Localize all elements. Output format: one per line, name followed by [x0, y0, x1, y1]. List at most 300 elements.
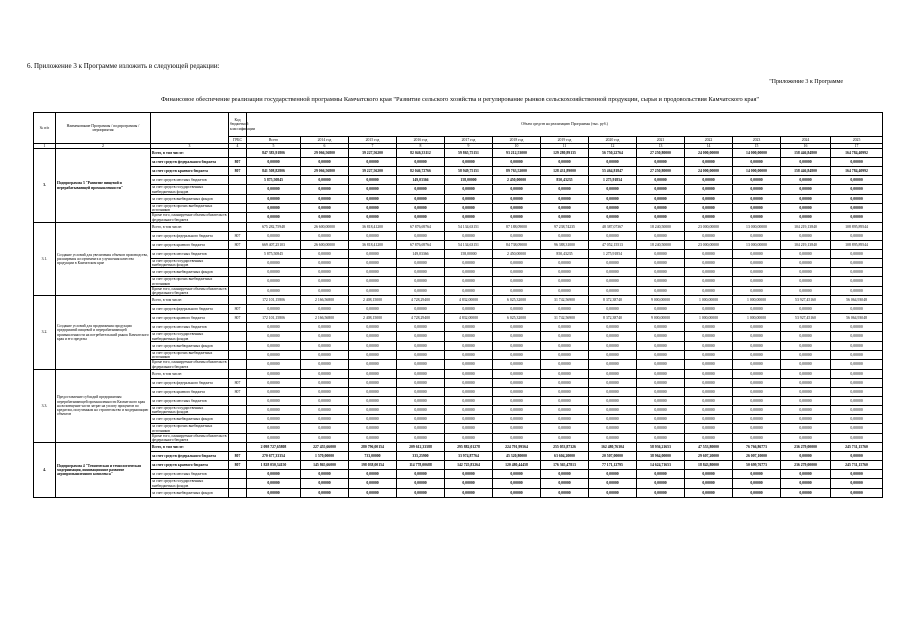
- amount-cell: 0,00000: [445, 268, 493, 277]
- amount-cell: 26 600,00000: [301, 240, 349, 249]
- amount-cell: 0,00000: [831, 405, 883, 415]
- amount-cell: 0,00000: [685, 415, 733, 424]
- header-index-cell: 3: [151, 144, 229, 149]
- amount-cell: 0,00000: [349, 415, 397, 424]
- amount-cell: 0,00000: [831, 305, 883, 314]
- amount-cell: 0,00000: [781, 185, 831, 195]
- funding-source-label: за счет средств внебюджетных фондов: [151, 268, 229, 277]
- amount-cell: 67 876,69764: [397, 222, 445, 231]
- amount-cell: 56 064,93048: [831, 314, 883, 323]
- funding-source-label: за счет средств государственных внебюджетных фондов: [151, 185, 229, 195]
- amount-cell: 0,00000: [781, 203, 831, 213]
- amount-cell: 6 025,32000: [493, 296, 541, 305]
- amount-cell: 0,00000: [541, 360, 589, 370]
- grbs-code: [229, 249, 247, 258]
- amount-cell: 55 464,81847: [589, 167, 637, 176]
- amount-cell: 0,00000: [493, 360, 541, 370]
- amount-cell: 0,00000: [301, 387, 349, 396]
- amount-cell: 104 219,13840: [781, 222, 831, 231]
- amount-cell: 0,00000: [685, 268, 733, 277]
- amount-cell: 0,00000: [349, 378, 397, 387]
- amount-cell: 0,00000: [541, 415, 589, 424]
- amount-cell: 0,00000: [589, 341, 637, 350]
- amount-cell: 67 876,69764: [397, 240, 445, 249]
- amount-cell: 0,00000: [685, 185, 733, 195]
- amount-cell: 0,00000: [349, 185, 397, 195]
- table-row: [34, 167, 883, 176]
- amount-cell: 0,00000: [541, 396, 589, 405]
- amount-cell: 33 974,87764: [445, 452, 493, 461]
- grbs-code: [229, 268, 247, 277]
- table-row: [34, 415, 883, 424]
- table-row: [34, 443, 883, 452]
- amount-cell: 0,00000: [781, 452, 831, 461]
- amount-cell: 0,00000: [685, 479, 733, 489]
- amount-cell: 0,00000: [733, 479, 781, 489]
- amount-cell: 0,00000: [781, 194, 831, 203]
- amount-cell: 0,00000: [493, 268, 541, 277]
- amount-cell: 0,00000: [301, 286, 349, 296]
- amount-cell: 0,00000: [831, 213, 883, 223]
- table-row: [34, 286, 883, 296]
- grbs-code: [229, 405, 247, 415]
- amount-cell: 0,00000: [493, 258, 541, 268]
- funding-source-label: за счет средств краевого бюджета: [151, 240, 229, 249]
- amount-cell: 0,00000: [733, 387, 781, 396]
- amount-cell: 6 025,32000: [493, 314, 541, 323]
- table-row: [34, 194, 883, 203]
- amount-cell: 0,00000: [831, 341, 883, 350]
- amount-cell: 172 101,15806: [247, 296, 301, 305]
- amount-cell: 31 742,56900: [541, 314, 589, 323]
- amount-cell: 0,00000: [831, 185, 883, 195]
- amount-cell: 31 742,56900: [541, 296, 589, 305]
- amount-cell: 47 052,15513: [589, 240, 637, 249]
- header-index-cell: 8: [397, 144, 445, 149]
- header-index-cell: 5: [247, 144, 301, 149]
- amount-cell: 0,00000: [733, 405, 781, 415]
- amount-cell: 0,00000: [247, 433, 301, 443]
- grbs-code: 807: [229, 387, 247, 396]
- amount-cell: 0,00000: [349, 213, 397, 223]
- amount-cell: 0,00000: [541, 277, 589, 287]
- amount-cell: 0,00000: [831, 396, 883, 405]
- amount-cell: 0,00000: [493, 405, 541, 415]
- amount-cell: 23 000,00000: [685, 240, 733, 249]
- amount-cell: 48 387,07367: [589, 222, 637, 231]
- header-year: 2022: [685, 137, 733, 144]
- amount-cell: 0,00000: [445, 470, 493, 479]
- amount-cell: 0,00000: [301, 424, 349, 434]
- amount-cell: 0,00000: [301, 158, 349, 167]
- amount-cell: 0,00000: [781, 387, 831, 396]
- amount-cell: 0,00000: [247, 350, 301, 360]
- header-index-cell: 6: [301, 144, 349, 149]
- amount-cell: 0,00000: [733, 396, 781, 405]
- amount-cell: 1 275,91854: [589, 249, 637, 258]
- amount-cell: 0,00000: [685, 332, 733, 342]
- amount-cell: 0,00000: [637, 176, 685, 185]
- amount-cell: 0,00000: [733, 323, 781, 332]
- amount-cell: 0,00000: [685, 488, 733, 497]
- amount-cell: 850,43235: [541, 176, 589, 185]
- header-empty: [151, 113, 229, 144]
- amount-cell: 0,00000: [541, 350, 589, 360]
- amount-cell: 0,00000: [397, 258, 445, 268]
- amount-cell: 0,00000: [397, 194, 445, 203]
- amount-cell: 0,00000: [637, 194, 685, 203]
- amount-cell: 0,00000: [685, 277, 733, 287]
- amount-cell: 0,00000: [781, 332, 831, 342]
- amount-cell: 0,00000: [733, 305, 781, 314]
- amount-cell: 0,00000: [493, 286, 541, 296]
- amount-cell: 0,00000: [301, 203, 349, 213]
- amount-cell: 0,00000: [301, 341, 349, 350]
- amount-cell: 176 365,47813: [541, 461, 589, 470]
- amount-cell: 1 000,00000: [685, 296, 733, 305]
- amount-cell: 0,00000: [831, 158, 883, 167]
- amount-cell: 0,00000: [493, 185, 541, 195]
- amount-cell: 26 007,10000: [733, 452, 781, 461]
- amount-cell: 0,00000: [831, 387, 883, 396]
- grbs-code: 807: [229, 240, 247, 249]
- amount-cell: 0,00000: [445, 258, 493, 268]
- funding-source-label: за счет средств внебюджетных фондов: [151, 194, 229, 203]
- amount-cell: 0,00000: [445, 203, 493, 213]
- table-row: [34, 149, 883, 158]
- amount-cell: 0,00000: [637, 350, 685, 360]
- header-year: 2024: [781, 137, 831, 144]
- amount-cell: 0,00000: [637, 479, 685, 489]
- amount-cell: 0,00000: [541, 231, 589, 240]
- amount-cell: 29 066,56800: [301, 167, 349, 176]
- funding-source-label: за счет средств прочих внебюджетных источников: [151, 277, 229, 287]
- amount-cell: 0,00000: [445, 378, 493, 387]
- amount-cell: 0,00000: [397, 158, 445, 167]
- amount-cell: 0,00000: [589, 360, 637, 370]
- amount-cell: 0,00000: [637, 277, 685, 287]
- grbs-code: 807: [229, 305, 247, 314]
- amount-cell: 0,00000: [349, 176, 397, 185]
- amount-cell: 0,00000: [247, 158, 301, 167]
- amount-cell: 847 383,91806: [247, 149, 301, 158]
- table-row: [34, 258, 883, 268]
- amount-cell: 26 600,00000: [301, 222, 349, 231]
- document-title: Финансовое обеспечение реализации государственной программы Камчатского края "Развитие сельского хозяйства и регулирование рынков сельскохозяйственной продукции, сырья и продовольствия Камчатского края": [160, 96, 760, 103]
- amount-cell: 0,00000: [541, 268, 589, 277]
- amount-cell: 2 166,56800: [301, 296, 349, 305]
- amount-cell: 0,00000: [831, 286, 883, 296]
- table-row: [34, 305, 883, 314]
- grbs-code: [229, 470, 247, 479]
- header-year: 2023: [733, 137, 781, 144]
- table-row: [34, 203, 883, 213]
- amount-cell: 0,00000: [589, 415, 637, 424]
- grbs-code: [229, 185, 247, 195]
- funding-source-label: Всего, в том числе:: [151, 296, 229, 305]
- amount-cell: 0,00000: [637, 268, 685, 277]
- amount-cell: 0,00000: [301, 470, 349, 479]
- amount-cell: 47 553,80000: [685, 443, 733, 452]
- amount-cell: 0,00000: [685, 176, 733, 185]
- amount-cell: 227 455,66000: [301, 443, 349, 452]
- amount-cell: 0,00000: [685, 305, 733, 314]
- amount-cell: 20 507,00000: [589, 452, 637, 461]
- amount-cell: 0,00000: [541, 258, 589, 268]
- group-name: Подпрограмма 4 "Техническая и технологическая модернизация, инновационное развитие агропромышленного комплекса": [56, 443, 151, 498]
- amount-cell: 0,00000: [733, 249, 781, 258]
- amount-cell: 0,00000: [445, 387, 493, 396]
- group-name: Создание условий для увеличения объемов производства, расширения ассортимента и улучшения качества продукции в Камчатском крае: [56, 222, 151, 296]
- funding-source-label: за счет средств местных бюджетов: [151, 176, 229, 185]
- amount-cell: 4 728,29400: [397, 296, 445, 305]
- amount-cell: 58 949,75151: [445, 167, 493, 176]
- amount-cell: 0,00000: [349, 341, 397, 350]
- funding-source-label: за счет средств внебюджетных фондов: [151, 488, 229, 497]
- amount-cell: 158 446,84800: [781, 167, 831, 176]
- amount-cell: 0,00000: [247, 405, 301, 415]
- amount-cell: 5 875,50845: [247, 176, 301, 185]
- grbs-code: [229, 213, 247, 223]
- grbs-code: [229, 286, 247, 296]
- grbs-code: [229, 323, 247, 332]
- amount-cell: 0,00000: [831, 268, 883, 277]
- amount-cell: 0,00000: [445, 194, 493, 203]
- amount-cell: 0,00000: [349, 387, 397, 396]
- table-row: [34, 176, 883, 185]
- amount-cell: 0,00000: [397, 203, 445, 213]
- amount-cell: 5 875,50845: [247, 249, 301, 258]
- amount-cell: 0,00000: [781, 405, 831, 415]
- amount-cell: 0,00000: [445, 479, 493, 489]
- amount-cell: 0,00000: [301, 405, 349, 415]
- amount-cell: 0,00000: [349, 433, 397, 443]
- amount-cell: 0,00000: [349, 249, 397, 258]
- amount-cell: 0,00000: [589, 479, 637, 489]
- amount-cell: 0,00000: [685, 405, 733, 415]
- amount-cell: 0,00000: [247, 323, 301, 332]
- amount-cell: 0,00000: [493, 213, 541, 223]
- amount-cell: 0,00000: [589, 405, 637, 415]
- amount-cell: 158,00000: [445, 176, 493, 185]
- amount-cell: 0,00000: [589, 277, 637, 287]
- amount-cell: 0,00000: [781, 433, 831, 443]
- amount-cell: 0,00000: [541, 405, 589, 415]
- amount-cell: 0,00000: [493, 158, 541, 167]
- amount-cell: 0,00000: [589, 203, 637, 213]
- amount-cell: 0,00000: [831, 424, 883, 434]
- amount-cell: 82 046,33112: [397, 149, 445, 158]
- amount-cell: 0,00000: [685, 470, 733, 479]
- amount-cell: 0,00000: [781, 396, 831, 405]
- amount-cell: 0,00000: [781, 323, 831, 332]
- grbs-code: [229, 488, 247, 497]
- amount-cell: 0,00000: [831, 360, 883, 370]
- amount-cell: 0,00000: [445, 305, 493, 314]
- amount-cell: 4 832,00000: [445, 296, 493, 305]
- amount-cell: 0,00000: [493, 332, 541, 342]
- amount-cell: 0,00000: [831, 231, 883, 240]
- amount-cell: 0,00000: [247, 258, 301, 268]
- amount-cell: 0,00000: [493, 277, 541, 287]
- amount-cell: 0,00000: [637, 433, 685, 443]
- amount-cell: 27 250,80000: [637, 167, 685, 176]
- funding-source-label: за счет средств прочих внебюджетных источников: [151, 203, 229, 213]
- amount-cell: 29 607,20000: [685, 452, 733, 461]
- amount-cell: 63 604,20000: [541, 452, 589, 461]
- amount-cell: 0,00000: [445, 396, 493, 405]
- header-index-cell: 15: [733, 144, 781, 149]
- funding-source-label: за счет средств местных бюджетов: [151, 470, 229, 479]
- amount-cell: 96 388,31000: [541, 240, 589, 249]
- funding-source-label: Всего, в том числе:: [151, 222, 229, 231]
- header-year: 2019 год: [541, 137, 589, 144]
- amount-cell: 0,00000: [541, 305, 589, 314]
- table-row: [34, 470, 883, 479]
- amount-cell: 295 882,01278: [445, 443, 493, 452]
- header-year: 2016 год: [397, 137, 445, 144]
- amount-cell: 0,00000: [349, 369, 397, 378]
- amount-cell: 0,00000: [733, 231, 781, 240]
- header-index-cell: 14: [685, 144, 733, 149]
- funding-source-label: за счет средств местных бюджетов: [151, 249, 229, 258]
- grbs-code: [229, 360, 247, 370]
- amount-cell: 0,00000: [541, 378, 589, 387]
- amount-cell: 0,00000: [301, 433, 349, 443]
- amount-cell: 0,00000: [685, 231, 733, 240]
- header-year: 2017 год: [445, 137, 493, 144]
- amount-cell: 0,00000: [301, 323, 349, 332]
- amount-cell: 0,00000: [397, 424, 445, 434]
- amount-cell: 0,00000: [831, 452, 883, 461]
- amount-cell: 0,00000: [349, 268, 397, 277]
- amount-cell: 149,03366: [397, 176, 445, 185]
- amount-cell: 0,00000: [781, 360, 831, 370]
- amount-cell: 0,00000: [349, 396, 397, 405]
- amount-cell: 114 778,00688: [397, 461, 445, 470]
- amount-cell: 0,00000: [349, 158, 397, 167]
- grbs-code: [229, 396, 247, 405]
- amount-cell: 0,00000: [685, 249, 733, 258]
- amount-cell: 14 000,00000: [733, 167, 781, 176]
- funding-source-label: за счет средств федерального бюджета: [151, 452, 229, 461]
- header-year: 2025: [831, 137, 883, 144]
- amount-cell: 0,00000: [733, 415, 781, 424]
- amount-cell: 0,00000: [589, 350, 637, 360]
- amount-cell: 0,00000: [349, 258, 397, 268]
- amount-cell: 120 480,44458: [493, 461, 541, 470]
- amount-cell: 0,00000: [445, 286, 493, 296]
- table-row: [34, 314, 883, 323]
- amount-cell: 0,00000: [301, 231, 349, 240]
- amount-cell: 280 796,00154: [349, 443, 397, 452]
- amount-cell: 0,00000: [397, 470, 445, 479]
- amount-cell: 0,00000: [349, 323, 397, 332]
- amount-cell: 0,00000: [349, 231, 397, 240]
- amount-cell: 97 238,74235: [541, 222, 589, 231]
- amount-cell: 56 064,93048: [831, 296, 883, 305]
- amount-cell: 0,00000: [445, 369, 493, 378]
- amount-cell: 0,00000: [733, 185, 781, 195]
- header-year: 2018 год: [493, 137, 541, 144]
- amount-cell: 0,00000: [247, 213, 301, 223]
- amount-cell: 0,00000: [781, 424, 831, 434]
- table-row: [34, 360, 883, 370]
- amount-cell: 0,00000: [637, 470, 685, 479]
- grbs-code: [229, 424, 247, 434]
- header-volume: Объем средств на реализацию Программы (тыс. руб.): [247, 113, 883, 137]
- amount-cell: 0,00000: [685, 158, 733, 167]
- amount-cell: 198 038,00154: [349, 461, 397, 470]
- amount-cell: 236 279,00000: [781, 443, 831, 452]
- table-row: [34, 452, 883, 461]
- amount-cell: 0,00000: [247, 341, 301, 350]
- funding-source-label: Всего, в том числе:: [151, 149, 229, 158]
- amount-cell: 0,00000: [301, 488, 349, 497]
- grbs-code: [229, 176, 247, 185]
- amount-cell: 0,00000: [493, 415, 541, 424]
- amount-cell: 8 372,38740: [589, 314, 637, 323]
- table-row: [34, 213, 883, 223]
- amount-cell: 0,00000: [589, 488, 637, 497]
- header-index-cell: 12: [589, 144, 637, 149]
- amount-cell: 0,00000: [541, 194, 589, 203]
- amount-cell: 0,00000: [397, 479, 445, 489]
- grbs-code: 807: [229, 167, 247, 176]
- amount-cell: 0,00000: [541, 286, 589, 296]
- grbs-code: 807: [229, 452, 247, 461]
- amount-cell: 89 763,52000: [493, 167, 541, 176]
- amount-cell: 0,00000: [493, 378, 541, 387]
- amount-cell: 0,00000: [733, 350, 781, 360]
- amount-cell: 108 895,89544: [831, 240, 883, 249]
- amount-cell: 0,00000: [781, 470, 831, 479]
- amount-cell: 129 280,89135: [541, 149, 589, 158]
- amount-cell: 0,00000: [493, 203, 541, 213]
- amount-cell: 335,25900: [397, 452, 445, 461]
- amount-cell: 0,00000: [589, 158, 637, 167]
- grbs-code: [229, 296, 247, 305]
- amount-cell: 0,00000: [733, 378, 781, 387]
- grbs-code: [229, 203, 247, 213]
- amount-cell: 0,00000: [541, 488, 589, 497]
- amount-cell: 93 212,53000: [493, 149, 541, 158]
- amount-cell: 0,00000: [493, 194, 541, 203]
- amount-cell: 0,00000: [445, 185, 493, 195]
- amount-cell: 0,00000: [831, 194, 883, 203]
- amount-cell: 0,00000: [685, 396, 733, 405]
- amount-cell: 224 791,99564: [493, 443, 541, 452]
- amount-cell: 0,00000: [301, 332, 349, 342]
- funding-source-label: Всего, в том числе:: [151, 369, 229, 378]
- amount-cell: 0,00000: [247, 415, 301, 424]
- amount-cell: 0,00000: [493, 231, 541, 240]
- amount-cell: 0,00000: [397, 396, 445, 405]
- amount-cell: 0,00000: [397, 433, 445, 443]
- funding-source-label: за счет средств внебюджетных фондов: [151, 415, 229, 424]
- funding-source-label: за счет средств местных бюджетов: [151, 323, 229, 332]
- amount-cell: 0,00000: [541, 332, 589, 342]
- table-row: [34, 488, 883, 497]
- amount-cell: 0,00000: [301, 268, 349, 277]
- amount-cell: 675 282,75948: [247, 222, 301, 231]
- amount-cell: 14 624,71653: [637, 461, 685, 470]
- amount-cell: 0,00000: [781, 369, 831, 378]
- amount-cell: 0,00000: [397, 378, 445, 387]
- header-year: 2021: [637, 137, 685, 144]
- amount-cell: 0,00000: [541, 213, 589, 223]
- amount-cell: 2 408,15000: [349, 296, 397, 305]
